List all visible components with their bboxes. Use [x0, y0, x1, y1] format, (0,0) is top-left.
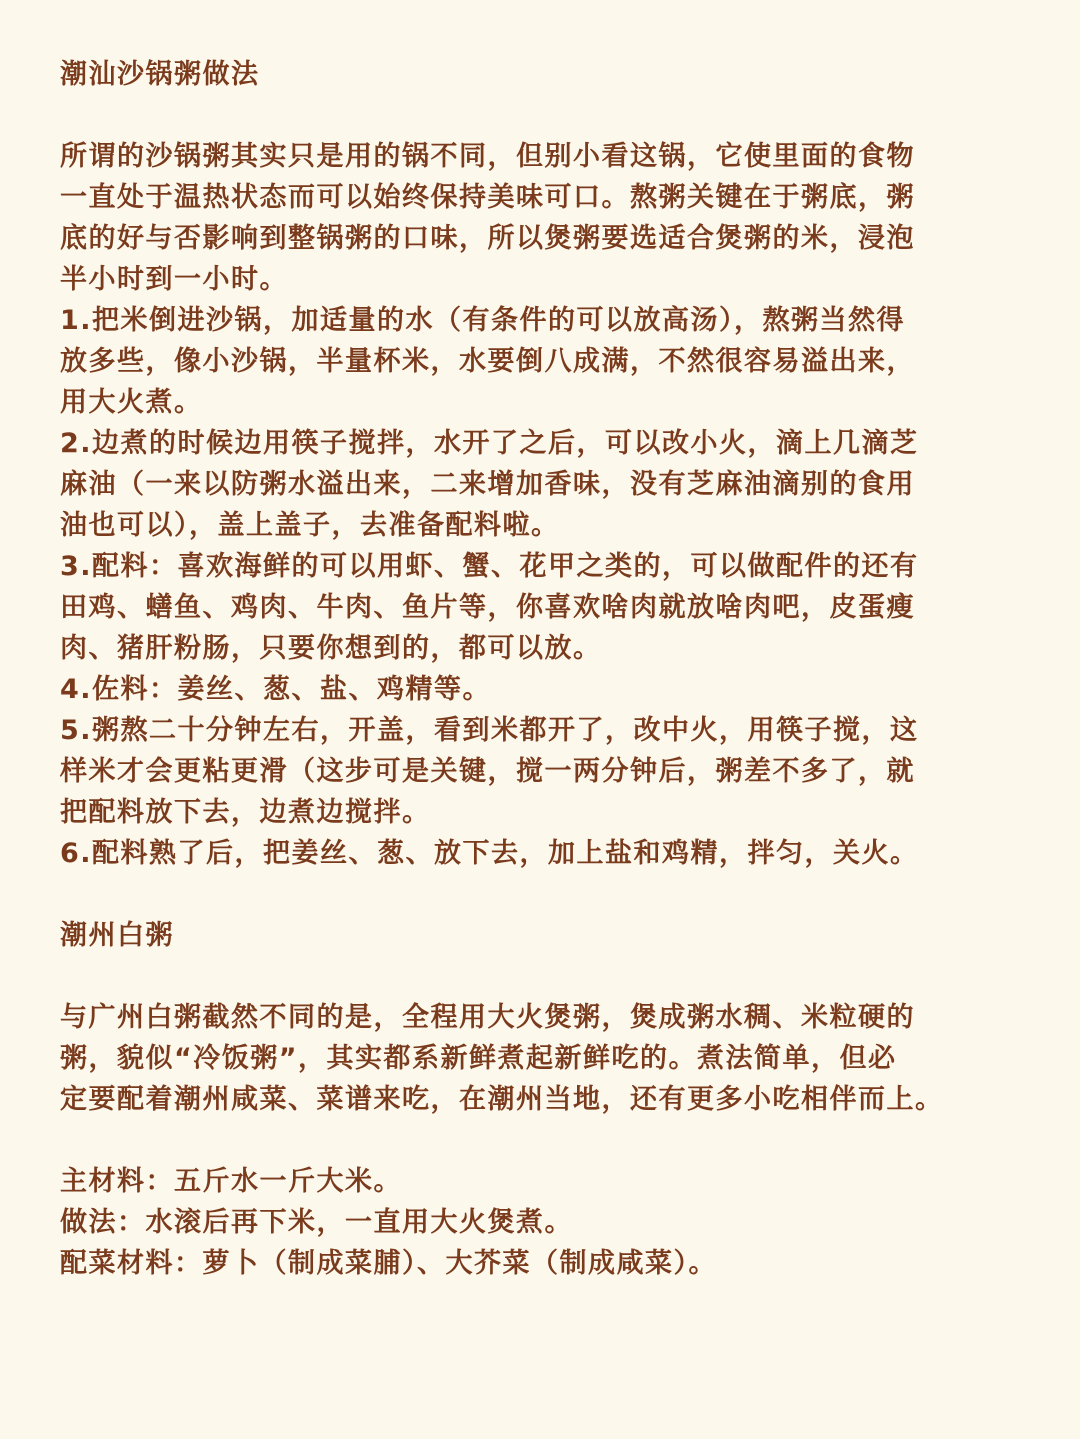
- step-line: 6.配料熟了后，把姜丝、葱、放下去，加上盐和鸡精，拌匀，关火。: [60, 838, 919, 869]
- step-line: 3.配料：喜欢海鲜的可以用虾、蟹、花甲之类的，可以做配件的还有: [60, 551, 919, 582]
- step-line: 4.佐料：姜丝、葱、盐、鸡精等。: [60, 674, 492, 705]
- section-title-chaozhou-white-congee: 潮州白粥: [60, 920, 174, 951]
- section-title-chaoshan-claypot-congee: 潮汕沙锅粥做法: [60, 59, 260, 90]
- step-line: 2.边煮的时候边用筷子搅拌，水开了之后，可以改小火，滴上几滴芝: [60, 428, 919, 459]
- detail-line: 做法：水滚后再下米，一直用大火煲煮。: [60, 1207, 573, 1238]
- section2-details: [60, 1161, 1035, 1284]
- step-line: 麻油（一来以防粥水溢出来，二来增加香味，没有芝麻油滴别的食用: [60, 469, 915, 500]
- step-line: 1.把米倒进沙锅，加适量的水（有条件的可以放高汤），熬粥当然得: [60, 305, 906, 336]
- detail-line: 主材料：五斤水一斤大米。: [60, 1166, 402, 1197]
- text-line: 半小时到一小时。: [60, 264, 288, 295]
- text-line: 与广州白粥截然不同的是，全程用大火煲粥，煲成粥水稠、米粒硬的: [60, 1002, 915, 1033]
- step-line: 田鸡、蟮鱼、鸡肉、牛肉、鱼片等，你喜欢啥肉就放啥肉吧，皮蛋瘦: [60, 592, 915, 623]
- detail-line: 配菜材料：萝卜（制成菜脯）、大芥菜（制成咸菜）。: [60, 1248, 717, 1279]
- recipe-document: [60, 54, 1035, 1284]
- step-line: 放多些，像小沙锅，半量杯米，水要倒八成满，不然很容易溢出来，: [60, 346, 915, 377]
- section2-intro: [60, 997, 1035, 1120]
- step-line: 油也可以），盖上盖子，去准备配料啦。: [60, 510, 560, 541]
- section1-intro: [60, 136, 1035, 300]
- text-line: 底的好与否影响到整锅粥的口味，所以煲粥要选适合煲粥的米，浸泡: [60, 223, 915, 254]
- text-line: 定要配着潮州咸菜、菜谱来吃，在潮州当地，还有更多小吃相伴而上。: [60, 1084, 944, 1115]
- step-line: 5.粥熬二十分钟左右，开盖，看到米都开了，改中火，用筷子搅，这: [60, 715, 919, 746]
- step-line: 把配料放下去，边煮边搅拌。: [60, 797, 431, 828]
- spacer: [60, 95, 1035, 136]
- section1-steps: [60, 300, 1035, 874]
- step-line: 用大火煮。: [60, 387, 203, 418]
- step-line: 肉、猪肝粉肠，只要你想到的，都可以放。: [60, 633, 602, 664]
- spacer: [60, 1120, 1035, 1161]
- step-line: 样米才会更粘更滑（这步可是关键，搅一两分钟后，粥差不多了，就: [60, 756, 915, 787]
- text-line: 一直处于温热状态而可以始终保持美味可口。熬粥关键在于粥底，粥: [60, 182, 915, 213]
- spacer: [60, 874, 1035, 915]
- spacer: [60, 956, 1035, 997]
- text-line: 所谓的沙锅粥其实只是用的锅不同，但别小看这锅，它使里面的食物: [60, 141, 915, 172]
- text-line: 粥，貌似“冷饭粥”，其实都系新鲜煮起新鲜吃的。煮法简单，但必: [60, 1043, 897, 1074]
